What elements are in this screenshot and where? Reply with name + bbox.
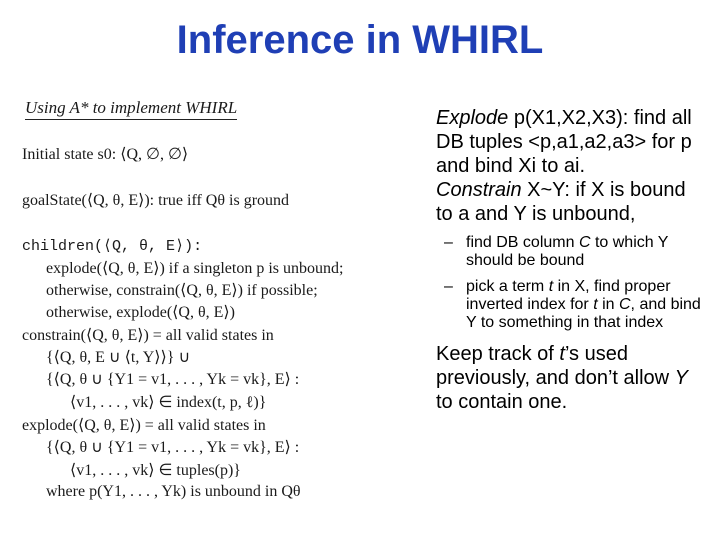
dash-marker: –: [444, 234, 453, 251]
algorithm-line: {⟨Q, θ ∪ {Y1 = v1, . . . , Yk = vk}, E⟩ :: [46, 371, 300, 388]
bullet-text: Keep track of: [436, 343, 560, 365]
dash-marker: –: [444, 278, 453, 295]
bullet-explode: [436, 106, 706, 178]
algorithm-line: where p(Y1, . . . , Yk) is unbound in Qθ: [46, 483, 301, 500]
bullet-constrain: [436, 178, 706, 226]
algorithm-line: otherwise, explode(⟨Q, θ, E⟩): [46, 304, 235, 321]
algorithm-figure: [22, 96, 422, 506]
sub-bullet-text: t: [548, 278, 554, 295]
bullet-text: t: [559, 343, 565, 365]
sub-bullet-text: pick a term: [466, 278, 549, 295]
term-explode: Explode: [436, 107, 509, 129]
slide-title: Inference in WHIRL: [176, 18, 544, 62]
algorithm-line: ⟨v1, . . . , vk⟩ ∈ tuples(p)}: [70, 462, 241, 479]
bullet-text: to contain one.: [436, 391, 568, 413]
algorithm-line: Initial state s0: ⟨Q, ∅, ∅⟩: [22, 146, 189, 163]
sub-bullet-pick-term: [444, 278, 706, 332]
bullet-column: [436, 106, 706, 414]
bullet-text: ’s used previously, and don’t allow: [436, 343, 675, 389]
sub-bullet-text: C: [578, 234, 591, 251]
algorithm-line: constrain(⟨Q, θ, E⟩) = all valid states in: [22, 327, 274, 344]
bullet-text: p(X1,X2,X3): find all DB tuples <p,a1,a2,a3> for p and bind Xi to ai.: [436, 107, 692, 177]
sub-bullet-text: C: [618, 296, 631, 313]
bullet-keep-track: [436, 342, 706, 414]
sub-bullet-text: find DB column: [466, 234, 579, 251]
term-constrain: Constrain: [436, 179, 522, 201]
bullet-text: Y: [674, 367, 688, 389]
sub-bullet-find-column: [444, 234, 706, 270]
bullet-text: X~Y: if X is bound to a and Y is unbound,: [436, 179, 686, 225]
sub-bullet-text: , and bind Y to something in that index: [466, 296, 701, 331]
algorithm-heading: Using A* to implement WHIRL: [25, 98, 237, 120]
algorithm-line: {⟨Q, θ ∪ {Y1 = v1, . . . , Yk = vk}, E⟩ :: [46, 439, 300, 456]
algorithm-line: goalState(⟨Q, θ, E⟩): true iff Qθ is ground: [22, 192, 290, 209]
sub-bullet-text: in: [597, 296, 619, 313]
algorithm-line: {⟨Q, θ, E ∪ ⟨t, Y⟩⟩} ∪: [46, 349, 191, 366]
algorithm-line: otherwise, constrain(⟨Q, θ, E⟩) if possible;: [46, 282, 318, 299]
sub-bullet-text: in X, find proper inverted index for: [466, 278, 671, 313]
sub-bullet-text: t: [593, 296, 598, 313]
algorithm-line: explode(⟨Q, θ, E⟩) = all valid states in: [22, 417, 266, 434]
algorithm-line: ⟨v1, . . . , vk⟩ ∈ index(t, p, ℓ)}: [70, 394, 267, 411]
algorithm-line: explode(⟨Q, θ, E⟩) if a singleton p is unbound;: [46, 260, 344, 277]
algorithm-line: children(⟨Q, θ, E⟩):: [22, 238, 203, 255]
sub-bullet-text: to which Y should be bound: [466, 234, 669, 269]
